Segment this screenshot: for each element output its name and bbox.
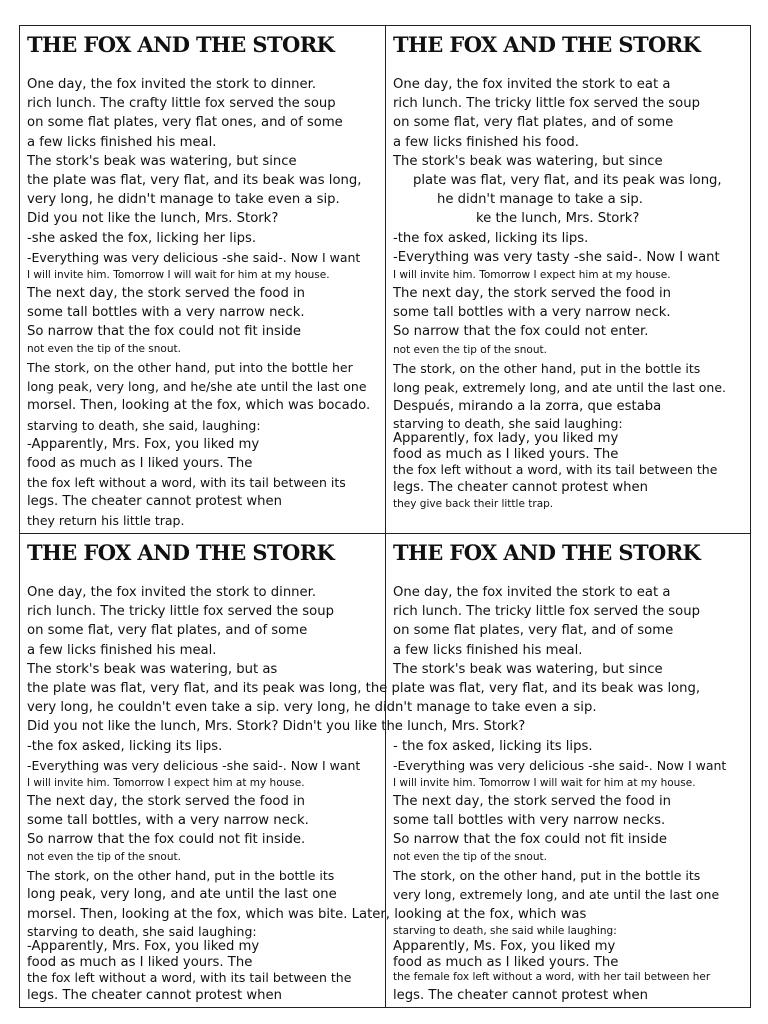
story-line: Apparently, fox lady, you liked my bbox=[393, 431, 619, 447]
story-line: rich lunch. The tricky little fox served the soup bbox=[393, 96, 700, 112]
story-line: The stork's beak was watering, but since bbox=[393, 661, 663, 677]
story-line: I will invite him. Tomorrow I expect him at my house. bbox=[393, 269, 671, 282]
story-card-top-right bbox=[393, 32, 755, 513]
story-line: food as much as I liked yours. The bbox=[27, 954, 253, 970]
story-line: long peak, extremely long, and ate until the last one. bbox=[393, 379, 727, 395]
story-line: a few licks finished his food. bbox=[393, 134, 579, 150]
story-line: on some flat plates, very flat ones, and of some bbox=[27, 115, 343, 131]
story-line: he didn't manage to take a sip. bbox=[437, 192, 643, 208]
story-line: So narrow that the fox could not fit inside bbox=[27, 324, 301, 340]
story-line: morsel. Then, looking at the fox, which was bite. Later, looking at the fox, which was bbox=[27, 906, 587, 922]
story-line: some tall bottles with a very narrow neck. bbox=[27, 305, 305, 321]
story-line: -Apparently, Mrs. Fox, you liked my bbox=[27, 436, 260, 452]
story-line: not even the tip of the snout. bbox=[393, 851, 547, 864]
story-card-top-left bbox=[27, 32, 389, 530]
story-line: Did you not like the lunch, Mrs. Stork? Didn't you like the lunch, Mrs. Stork? bbox=[27, 719, 526, 735]
story-line: I will invite him. Tomorrow I expect him at my house. bbox=[27, 776, 305, 789]
story-line: some tall bottles with very narrow necks. bbox=[393, 813, 666, 829]
story-line: some tall bottles with a very narrow neck. bbox=[393, 305, 671, 321]
story-line: The next day, the stork served the food in bbox=[393, 793, 672, 809]
story-line: The stork's beak was watering, but as bbox=[27, 661, 278, 677]
story-line: rich lunch. The tricky little fox served the soup bbox=[27, 604, 334, 620]
story-line: rich lunch. The crafty little fox served the soup bbox=[27, 96, 336, 112]
story-line: food as much as I liked yours. The bbox=[393, 446, 619, 462]
story-line: morsel. Then, looking at the fox, which was bocado. bbox=[27, 398, 371, 414]
story-line: a few licks finished his meal. bbox=[27, 642, 217, 658]
story-line: -Everything was very tasty -she said-. Now I want bbox=[393, 249, 720, 265]
story-line: not even the tip of the snout. bbox=[27, 851, 181, 864]
story-line: a few licks finished his meal. bbox=[27, 134, 217, 150]
story-line: One day, the fox invited the stork to dinner. bbox=[27, 77, 317, 92]
story-line: -Everything was very delicious -she said-. Now I want bbox=[393, 757, 727, 773]
story-line-spacer bbox=[393, 698, 755, 717]
story-line: the plate was flat, very flat, and its peak was long, the plate was flat, very flat, and its beak was long, bbox=[27, 681, 701, 697]
story-line: legs. The cheater cannot protest when bbox=[27, 494, 283, 510]
story-line: rich lunch. The tricky little fox served the soup bbox=[393, 604, 700, 620]
story-line: So narrow that the fox could not fit inside bbox=[393, 832, 667, 848]
story-line: -she asked the fox, licking her lips. bbox=[27, 230, 257, 246]
story-line: -the fox asked, licking its lips. bbox=[393, 230, 589, 246]
story-line: legs. The cheater cannot protest when bbox=[27, 987, 283, 1003]
story-line: on some flat, very flat plates, and of some bbox=[393, 115, 674, 131]
story-line: So narrow that the fox could not enter. bbox=[393, 324, 649, 340]
story-line: The next day, the stork served the food in bbox=[27, 793, 306, 809]
story-line: legs. The cheater cannot protest when bbox=[393, 479, 649, 495]
story-line: One day, the fox invited the stork to dinner. bbox=[27, 585, 317, 600]
story-line: on some flat plates, very flat, and of some bbox=[393, 623, 674, 639]
story-title: THE FOX AND THE STORK bbox=[27, 540, 335, 565]
story-line: the fox left without a word, with its tail between the bbox=[27, 970, 352, 986]
story-line: food as much as I liked yours. The bbox=[27, 455, 253, 471]
story-line: Apparently, Ms. Fox, you liked my bbox=[393, 939, 616, 955]
story-card-bottom-right bbox=[393, 540, 755, 1005]
story-line: -Everything was very delicious -she said-. Now I want bbox=[27, 757, 361, 773]
story-line: -Everything was very delicious -she said-. Now I want bbox=[27, 249, 361, 265]
story-line: I will invite him. Tomorrow I will wait for him at my house. bbox=[393, 776, 696, 789]
story-line: I will invite him. Tomorrow I will wait for him at my house. bbox=[27, 268, 330, 281]
story-line-spacer bbox=[393, 904, 755, 923]
story-line-spacer bbox=[393, 717, 755, 736]
story-line-spacer bbox=[393, 679, 755, 698]
story-line: - the fox asked, licking its lips. bbox=[393, 738, 593, 754]
story-line: The stork's beak was watering, but since bbox=[27, 153, 297, 169]
story-line: Después, mirando a la zorra, que estaba bbox=[393, 398, 662, 414]
story-line: -Apparently, Mrs. Fox, you liked my bbox=[27, 939, 260, 955]
story-line: not even the tip of the snout. bbox=[393, 343, 547, 356]
story-line: plate was flat, very flat, and its peak was long, bbox=[413, 173, 722, 189]
story-line: the fox left without a word, with its tail between its bbox=[27, 475, 346, 491]
story-line: So narrow that the fox could not fit inside. bbox=[27, 832, 306, 848]
story-line: a few licks finished his meal. bbox=[393, 642, 583, 658]
story-line: on some flat, very flat plates, and of some bbox=[27, 623, 308, 639]
story-line: food as much as I liked yours. The bbox=[393, 954, 619, 970]
story-line: some tall bottles, with a very narrow neck. bbox=[27, 813, 309, 829]
story-line: starving to death, she said while laughing: bbox=[393, 924, 617, 937]
story-line: long peak, very long, and ate until the last one bbox=[27, 887, 337, 903]
story-title: THE FOX AND THE STORK bbox=[393, 540, 701, 565]
story-line: starving to death, she said laughing: bbox=[27, 923, 257, 939]
story-line: the fox left without a word, with its tail between the bbox=[393, 462, 718, 478]
story-line: not even the tip of the snout. bbox=[27, 343, 181, 356]
story-line: very long, extremely long, and ate until the last one bbox=[393, 887, 720, 903]
story-line: starving to death, she said laughing: bbox=[393, 415, 623, 431]
story-line: very long, he didn't manage to take even a sip. bbox=[27, 192, 340, 208]
story-line: The next day, the stork served the food in bbox=[27, 285, 306, 301]
story-line: One day, the fox invited the stork to eat a bbox=[393, 585, 671, 600]
story-line: Did you not like the lunch, Mrs. Stork? bbox=[27, 211, 279, 227]
story-line: the plate was flat, very flat, and its beak was long, bbox=[27, 173, 362, 189]
story-title: THE FOX AND THE STORK bbox=[393, 32, 701, 57]
story-line: ke the lunch, Mrs. Stork? bbox=[476, 211, 640, 227]
story-line: very long, he couldn't even take a sip. very long, he didn't manage to take even a sip. bbox=[27, 700, 597, 716]
story-line: The stork, on the other hand, put into the bottle her bbox=[27, 360, 353, 376]
story-line: legs. The cheater cannot protest when bbox=[393, 987, 649, 1003]
story-line: they give back their little trap. bbox=[393, 498, 554, 511]
story-line: The stork, on the other hand, put in the bottle its bbox=[27, 868, 335, 884]
story-line: starving to death, she said, laughing: bbox=[27, 417, 261, 433]
story-title: THE FOX AND THE STORK bbox=[27, 32, 335, 57]
story-line: The stork, on the other hand, put in the bottle its bbox=[393, 360, 701, 376]
story-line: -the fox asked, licking its lips. bbox=[27, 738, 223, 754]
story-line: The next day, the stork served the food in bbox=[393, 286, 672, 302]
story-line: One day, the fox invited the stork to eat a bbox=[393, 77, 671, 92]
story-line: long peak, very long, and he/she ate until the last one bbox=[27, 379, 367, 395]
story-line: The stork's beak was watering, but since bbox=[393, 153, 663, 169]
story-line: they return his little trap. bbox=[27, 513, 185, 529]
story-line: the female fox left without a word, with her tail between her bbox=[393, 971, 711, 984]
story-line: The stork, on the other hand, put in the bottle its bbox=[393, 868, 701, 884]
